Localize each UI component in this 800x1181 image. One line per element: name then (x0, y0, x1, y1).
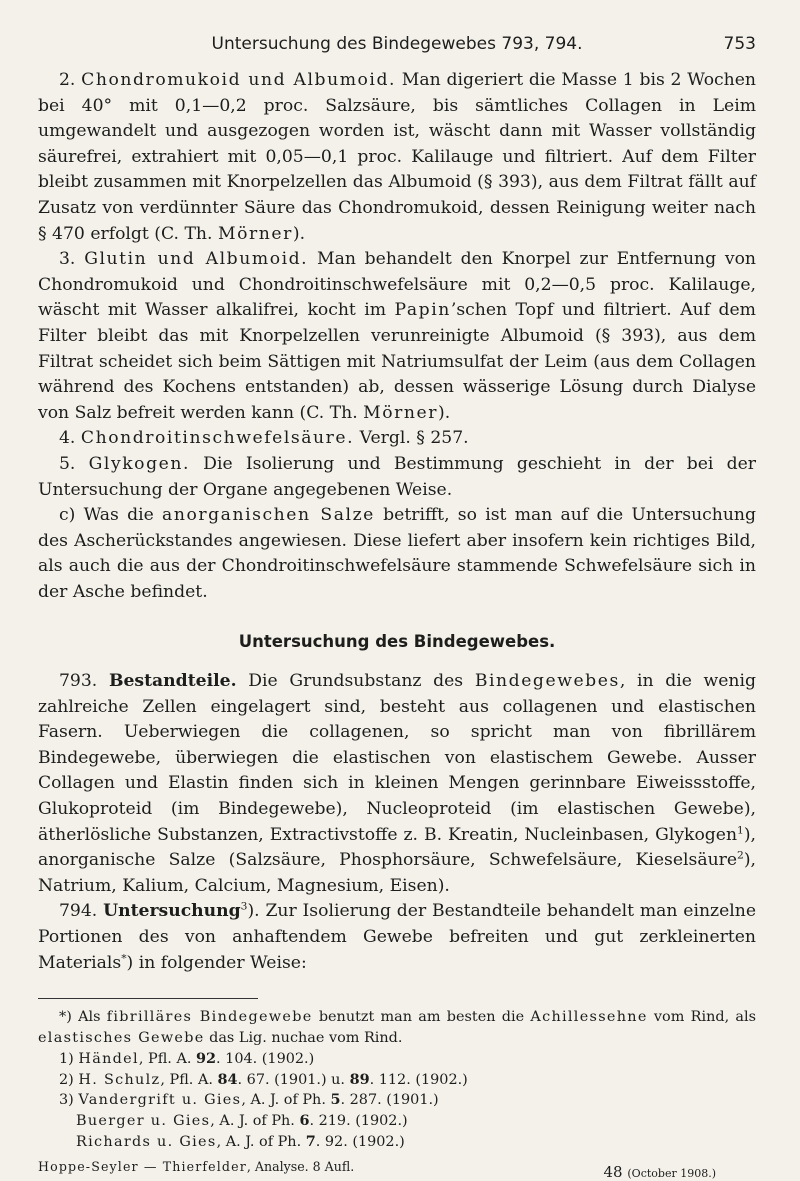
footnote-text: , A. J. of Ph. (216, 1133, 306, 1150)
footnote-3-cont-1 (38, 1111, 756, 1132)
item-term: Chondroitinschwefelsäure. (80, 428, 355, 449)
item-term: Bindegewebes (474, 671, 620, 692)
imprint-line (38, 1159, 354, 1174)
footnotes (38, 1007, 756, 1153)
footnote-mark: 1) (59, 1050, 74, 1067)
item-text: Die Grundsubstanz des (236, 671, 475, 692)
item-text: Man behandelt den Knorpel zur Entfernung von Chondromukoid und Chondroitinschwefelsäure mit 0,2—0,5 proc. Kalilauge, wäscht mit Wasser alkalifrei, kocht im (38, 249, 757, 321)
item-number: 3. (59, 249, 76, 270)
footnote-mark: *) (59, 1009, 72, 1026)
footnote-volume: 89 (349, 1070, 370, 1088)
paragraph-glutin (38, 247, 756, 426)
footnote-term: fibrilläres Bindegewebe (106, 1009, 313, 1026)
footnote-text: . 92. (1902.) (315, 1133, 405, 1150)
author-name: Mörner (217, 223, 293, 244)
section-heading: Untersuchung des Bindegewebes. (238, 632, 556, 652)
item-text: Man digeriert die Masse 1 bis 2 Wochen bei 40° mit 0,1—0,2 proc. Salzsäure, bis sämtliches Collagen in Leim umgewandelt und ausgezogen worden ist, wäscht dann mit Wasser vollständig säurefrei, extrahiert mit 0,05—0,1 proc. Kalilauge und filtriert. Auf dem Filter bleibt zusammen mit Knorpelzellen das Albumoid (§ 393), aus dem Filtrat fällt auf Zusatz von verdünnter Säure das Chondromukoid, dessen Reinigung weiter nach § 470 erfolgt (C. Th. (38, 70, 756, 244)
item-text: ). Zur Isolierung der Bestandteile behandelt man einzelne Portionen des von anhaftendem Gewebe befreiten und gut zerkleinerten Materials (38, 901, 756, 973)
item-number: 2. (59, 70, 76, 90)
item-text: Was die (75, 505, 163, 526)
footnote-text: . 287. (1901.) (340, 1092, 439, 1109)
running-title: Untersuchung des Bindegewebes 793, 794. (211, 34, 583, 54)
footnote-author: Richards u. Gies (76, 1133, 217, 1150)
footnote-text: . 104. (1902.) (216, 1050, 315, 1067)
footnote-text: . 67. (1901.) u. (237, 1071, 350, 1088)
item-text: ), anorganische Salze (Salzsäure, Phosphorsäure, Schwefelsäure, Kieselsäure (38, 824, 756, 871)
footnote-author: Vandergrift u. Gies (78, 1092, 242, 1109)
item-text: ), Natrium, Kalium, Calcium, Magnesium, Eisen). (38, 850, 756, 896)
text-end: ). (438, 402, 451, 423)
paragraph-chondroitinschwefelsaeure (38, 426, 756, 452)
imprint-edition: , Analyse. 8 Aufl. (246, 1158, 355, 1174)
text-end: ). (292, 223, 306, 244)
footnote-author: Buerger u. Gies (76, 1113, 211, 1130)
item-number: c) (59, 505, 76, 526)
footnote-ref: 1 (737, 822, 744, 836)
footnote-volume: 6 (299, 1112, 310, 1130)
item-text: Vergl. § 257. (354, 428, 469, 449)
footnote-volume: 84 (217, 1070, 238, 1088)
item-text: Die Isolierung und Bestimmung geschieht in der bei der Untersuchung der Organe angegebenen Weise. (38, 453, 757, 500)
footnote-text: benutzt man am besten die (312, 1009, 531, 1026)
signature-number: 48 (603, 1162, 623, 1181)
footnote-text: Als (71, 1009, 107, 1026)
item-term: Glykogen. (88, 453, 190, 474)
main-text (38, 68, 756, 976)
footnote-text: , A. J. of Ph. (241, 1092, 331, 1109)
footnote-3-cont-2 (38, 1132, 756, 1153)
footnote-mark: 2) (59, 1071, 74, 1088)
footnote-volume: 92 (196, 1049, 217, 1067)
footnote-star (38, 1007, 756, 1049)
item-text: ’schen Topf und filtriert. Auf dem Filter bleibt das mit Knorpelzellen verunreinigte Albumoid (§ 393), aus dem Filtrat scheidet sich beim Sättigen mit Natriumsulfat der Leim (aus dem Collagen während des Kochens entstanden) ab, dessen wässerige Lösung durch Dialyse von Salz befreit werden kann (C. Th. (38, 300, 756, 423)
paragraph-heading: Bestandteile. (108, 671, 237, 692)
footnote-text: , A. J. of Ph. (210, 1113, 300, 1130)
footnote-ref: 2 (737, 848, 744, 862)
footnote-1 (38, 1049, 756, 1070)
section-number: 793. (59, 671, 98, 692)
section-number: 794. (59, 901, 98, 922)
paragraph-heading: Untersuchung (103, 901, 241, 922)
footnote-text: das Lig. nuchae vom Rind. (204, 1029, 403, 1046)
footnote-divider (38, 998, 258, 999)
item-text: ) in folgender Weise: (126, 952, 307, 973)
footnote-term: elastisches Gewebe (38, 1029, 205, 1046)
item-number: 4. (59, 428, 76, 449)
footnote-3 (38, 1090, 756, 1111)
signature-date: (October 1908.) (627, 1166, 716, 1180)
footnote-ref: 3 (240, 899, 248, 913)
footnote-text: . 219. (1902.) (309, 1113, 408, 1130)
footnote-author: H. Schulz (78, 1071, 161, 1088)
running-header (38, 34, 756, 68)
paragraph-794-untersuchung (38, 899, 756, 976)
footnote-term: Achillessehne (530, 1009, 648, 1026)
item-term: Glutin und Albumoid. (84, 249, 309, 270)
footnote-ref: * (121, 950, 127, 964)
imprint-authors: Hoppe-Seyler — Thierfelder (38, 1158, 247, 1174)
author-name: Papin (394, 300, 451, 321)
footnote-text: , Pfl. A. (160, 1071, 218, 1088)
page-number: 753 (723, 34, 756, 54)
item-number: 5. (59, 453, 76, 474)
footnote-text: . 112. (1902.) (369, 1071, 468, 1088)
item-term: Chondromukoid und Albumoid. (81, 70, 397, 90)
paragraph-chondromukoid (38, 68, 756, 247)
footnote-volume: 7 (305, 1132, 316, 1150)
author-name: Mörner (363, 402, 439, 423)
page-footer (38, 1157, 756, 1181)
paragraph-793-bestandteile (38, 669, 756, 899)
paragraph-glykogen (38, 452, 756, 503)
item-term: anorganischen Salze (162, 505, 375, 526)
paragraph-anorganische-salze (38, 503, 756, 605)
footnote-text: , Pfl. A. (138, 1050, 196, 1067)
footnote-2 (38, 1070, 756, 1091)
footnote-text: vom Rind, als (647, 1009, 756, 1026)
footnote-volume: 5 (330, 1091, 341, 1109)
item-text: betrifft, so ist man auf die Untersuchung des Ascherückstandes angewiesen. Diese liefert aber insofern kein richtiges Bild, als auch die aus der Chondroitinschwefelsäure stammende Schwefelsäure sich in der Asche befindet. (38, 505, 756, 602)
printer-signature (604, 1163, 716, 1181)
footnote-author: Händel (78, 1050, 139, 1067)
item-text: , in die wenig zahlreiche Zellen eingelagert sind, besteht aus collagenen und elastischen Fasern. Ueberwiegen die collagenen, so spricht man von fibrillärem Bindegewebe, überwiegen die elastischen von elastischem Gewebe. Ausser Collagen und Elastin finden sich in kleinen Mengen gerinnbare Eiweissstoffe, Glukoproteid (im Bindegewebe), Nucleoproteid (im elastischen Gewebe), ätherlösliche Substanzen, Extractivstoffe z. B. Kreatin, Nucleinbasen, Glykogen (38, 671, 757, 845)
footnote-mark: 3) (59, 1092, 74, 1109)
